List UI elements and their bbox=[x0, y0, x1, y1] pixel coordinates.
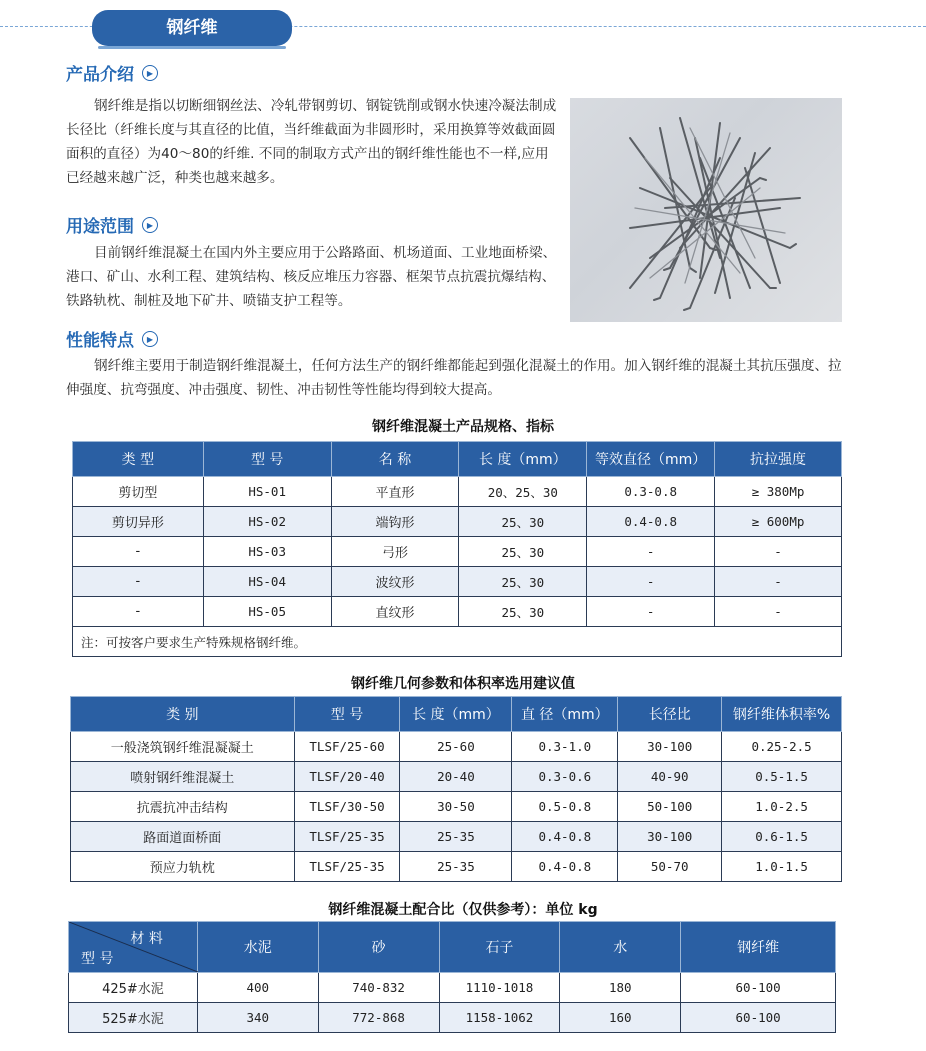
table-cell: - bbox=[73, 537, 204, 567]
table-cell: 直纹形 bbox=[331, 597, 459, 627]
table-cell: 1.0-1.5 bbox=[722, 852, 842, 882]
table-header-row bbox=[71, 697, 842, 732]
column-header: 直 径（mm） bbox=[512, 697, 618, 732]
column-header: 长 度（mm） bbox=[400, 697, 512, 732]
features-heading-text: 性能特点 bbox=[66, 331, 134, 351]
table-cell: - bbox=[73, 567, 204, 597]
table-cell: 50-100 bbox=[618, 792, 722, 822]
column-header: 水 bbox=[560, 922, 681, 973]
table-cell: TLSF/25-35 bbox=[294, 852, 400, 882]
table-cell: 抗震抗冲击结构 bbox=[71, 792, 295, 822]
table-cell: 50-70 bbox=[618, 852, 722, 882]
table-row bbox=[73, 477, 842, 507]
table-cell: 一般浇筑钢纤维混凝凝土 bbox=[71, 732, 295, 762]
table-cell: 0.5-0.8 bbox=[512, 792, 618, 822]
table-cell: 0.25-2.5 bbox=[722, 732, 842, 762]
chevron-right-circle-icon: ▶ bbox=[142, 65, 158, 81]
table-cell: 剪切异形 bbox=[73, 507, 204, 537]
table-cell: TLSF/20-40 bbox=[294, 762, 400, 792]
table-cell: 预应力轨枕 bbox=[71, 852, 295, 882]
table3-title: 钢纤维混凝土配合比（仅供参考）：单位 kg bbox=[328, 902, 598, 918]
table-cell: 0.3-0.8 bbox=[587, 477, 715, 507]
table-cell: 25、30 bbox=[459, 507, 587, 537]
column-header: 石子 bbox=[439, 922, 560, 973]
table-row bbox=[69, 1003, 836, 1033]
column-header: 型 号 bbox=[203, 442, 331, 477]
section-heading-usage bbox=[66, 212, 158, 237]
table-cell: 30-100 bbox=[618, 732, 722, 762]
features-paragraph: 钢纤维主要用于制造钢纤维混凝土，任何方法生产的钢纤维都能起到强化混凝土的作用。加入钢纤维的混凝土其抗压强度、拉伸强度、抗弯强度、冲击强度、韧性、冲击韧性等性能均得到较大提高。 bbox=[66, 358, 842, 398]
table-cell: - bbox=[73, 597, 204, 627]
column-header: 钢纤维 bbox=[681, 922, 836, 973]
table-cell: 400 bbox=[197, 973, 318, 1003]
table-cell: TLSF/25-60 bbox=[294, 732, 400, 762]
column-header: 钢纤维体积率% bbox=[722, 697, 842, 732]
usage-paragraph: 目前钢纤维混凝土在国内外主要应用于公路路面、机场道面、工业地面桥梁、港口、矿山、水利工程、建筑结构、核反应堆压力容器、框架节点抗震抗爆结构、铁路轨枕、制桩及地下矿井、喷锚支护工程等。 bbox=[66, 245, 557, 309]
section-heading-intro bbox=[66, 60, 158, 85]
diagonal-header-cell bbox=[69, 922, 198, 973]
table2-title: 钢纤维几何参数和体积率选用建议值 bbox=[351, 676, 575, 692]
chevron-right-circle-icon: ▶ bbox=[142, 217, 158, 233]
table-cell: 0.6-1.5 bbox=[722, 822, 842, 852]
table-cell: 0.5-1.5 bbox=[722, 762, 842, 792]
steel-fiber-photo bbox=[570, 98, 842, 322]
intro-paragraph: 钢纤维是指以切断细钢丝法、冷轧带钢剪切、钢锭铣削或钢水快速冷凝法制成长径比（纤维长度与其直径的比值，当纤维截面为非圆形时，采用换算等效截面圆面积的直径）为40～80的纤维. 不同的制取方式产出的钢纤维性能也不一样,应用已经越来越广泛，种类也越来越多。 bbox=[66, 98, 557, 186]
table-row bbox=[71, 852, 842, 882]
table-row bbox=[73, 597, 842, 627]
table-row bbox=[71, 732, 842, 762]
table-note: 注：可按客户要求生产特殊规格钢纤维。 bbox=[73, 627, 842, 657]
corner-label-material: 材 料 bbox=[130, 931, 163, 947]
table-cell: 772-868 bbox=[318, 1003, 439, 1033]
column-header: 名 称 bbox=[331, 442, 459, 477]
table-cell: 25、30 bbox=[459, 537, 587, 567]
table-cell: 160 bbox=[560, 1003, 681, 1033]
table-cell: 1158-1062 bbox=[439, 1003, 560, 1033]
table-cell: 0.4-0.8 bbox=[587, 507, 715, 537]
table-cell: - bbox=[715, 567, 842, 597]
table-cell: 1110-1018 bbox=[439, 973, 560, 1003]
chevron-right-circle-icon: ▶ bbox=[142, 331, 158, 347]
table-cell: 25-35 bbox=[400, 822, 512, 852]
table-cell: 0.4-0.8 bbox=[512, 852, 618, 882]
table-cell: 25、30 bbox=[459, 597, 587, 627]
table-row bbox=[73, 537, 842, 567]
table-cell: 20-40 bbox=[400, 762, 512, 792]
table-row bbox=[71, 822, 842, 852]
table-cell: - bbox=[587, 567, 715, 597]
column-header: 类 别 bbox=[71, 697, 295, 732]
table-row bbox=[73, 567, 842, 597]
table-cell: 25、30 bbox=[459, 567, 587, 597]
table-cell: HS-02 bbox=[203, 507, 331, 537]
table1-title: 钢纤维混凝土产品规格、指标 bbox=[372, 419, 554, 435]
table-header-row bbox=[69, 922, 836, 973]
table-cell: 425#水泥 bbox=[69, 973, 198, 1003]
table-cell: 路面道面桥面 bbox=[71, 822, 295, 852]
table-cell: 25-60 bbox=[400, 732, 512, 762]
table-cell: 端钩形 bbox=[331, 507, 459, 537]
table-cell: HS-01 bbox=[203, 477, 331, 507]
table-row bbox=[71, 762, 842, 792]
table-cell: HS-05 bbox=[203, 597, 331, 627]
column-header: 型 号 bbox=[294, 697, 400, 732]
table-cell: - bbox=[587, 537, 715, 567]
usage-heading-text: 用途范围 bbox=[66, 217, 134, 237]
table-cell: 0.4-0.8 bbox=[512, 822, 618, 852]
table-cell: - bbox=[715, 537, 842, 567]
table-cell: 20、25、30 bbox=[459, 477, 587, 507]
table-cell: TLSF/25-35 bbox=[294, 822, 400, 852]
table-cell: 60-100 bbox=[681, 973, 836, 1003]
column-header: 类 型 bbox=[73, 442, 204, 477]
page-title: 钢纤维 bbox=[92, 10, 292, 46]
column-header: 水泥 bbox=[197, 922, 318, 973]
table-cell: ≥ 600Mp bbox=[715, 507, 842, 537]
table-cell: 525#水泥 bbox=[69, 1003, 198, 1033]
table-cell: 60-100 bbox=[681, 1003, 836, 1033]
intro-heading-text: 产品介绍 bbox=[66, 65, 134, 85]
table-cell: TLSF/30-50 bbox=[294, 792, 400, 822]
table-note-row bbox=[73, 627, 842, 657]
column-header: 等效直径（mm） bbox=[587, 442, 715, 477]
spec-table bbox=[72, 441, 842, 657]
table-cell: 0.3-1.0 bbox=[512, 732, 618, 762]
table-row bbox=[73, 507, 842, 537]
table-cell: 1.0-2.5 bbox=[722, 792, 842, 822]
table-cell: 0.3-0.6 bbox=[512, 762, 618, 792]
table-cell: 340 bbox=[197, 1003, 318, 1033]
geometry-table bbox=[70, 696, 842, 882]
table-row bbox=[71, 792, 842, 822]
column-header: 抗拉强度 bbox=[715, 442, 842, 477]
section-heading-features bbox=[66, 326, 158, 351]
table-cell: - bbox=[587, 597, 715, 627]
table-cell: 30-100 bbox=[618, 822, 722, 852]
corner-label-model: 型 号 bbox=[81, 951, 114, 967]
mix-ratio-table bbox=[68, 921, 836, 1033]
column-header: 长 度（mm） bbox=[459, 442, 587, 477]
table-cell: ≥ 380Mp bbox=[715, 477, 842, 507]
table-row bbox=[69, 973, 836, 1003]
table-cell: 180 bbox=[560, 973, 681, 1003]
table-cell: 弓形 bbox=[331, 537, 459, 567]
table-cell: 25-35 bbox=[400, 852, 512, 882]
column-header: 砂 bbox=[318, 922, 439, 973]
table-cell: 平直形 bbox=[331, 477, 459, 507]
table-header-row bbox=[73, 442, 842, 477]
table-cell: HS-03 bbox=[203, 537, 331, 567]
table-cell: HS-04 bbox=[203, 567, 331, 597]
table-cell: 30-50 bbox=[400, 792, 512, 822]
table-cell: - bbox=[715, 597, 842, 627]
table-cell: 喷射钢纤维混凝土 bbox=[71, 762, 295, 792]
table-cell: 40-90 bbox=[618, 762, 722, 792]
table-cell: 剪切型 bbox=[73, 477, 204, 507]
column-header: 长径比 bbox=[618, 697, 722, 732]
table-cell: 波纹形 bbox=[331, 567, 459, 597]
table-cell: 740-832 bbox=[318, 973, 439, 1003]
